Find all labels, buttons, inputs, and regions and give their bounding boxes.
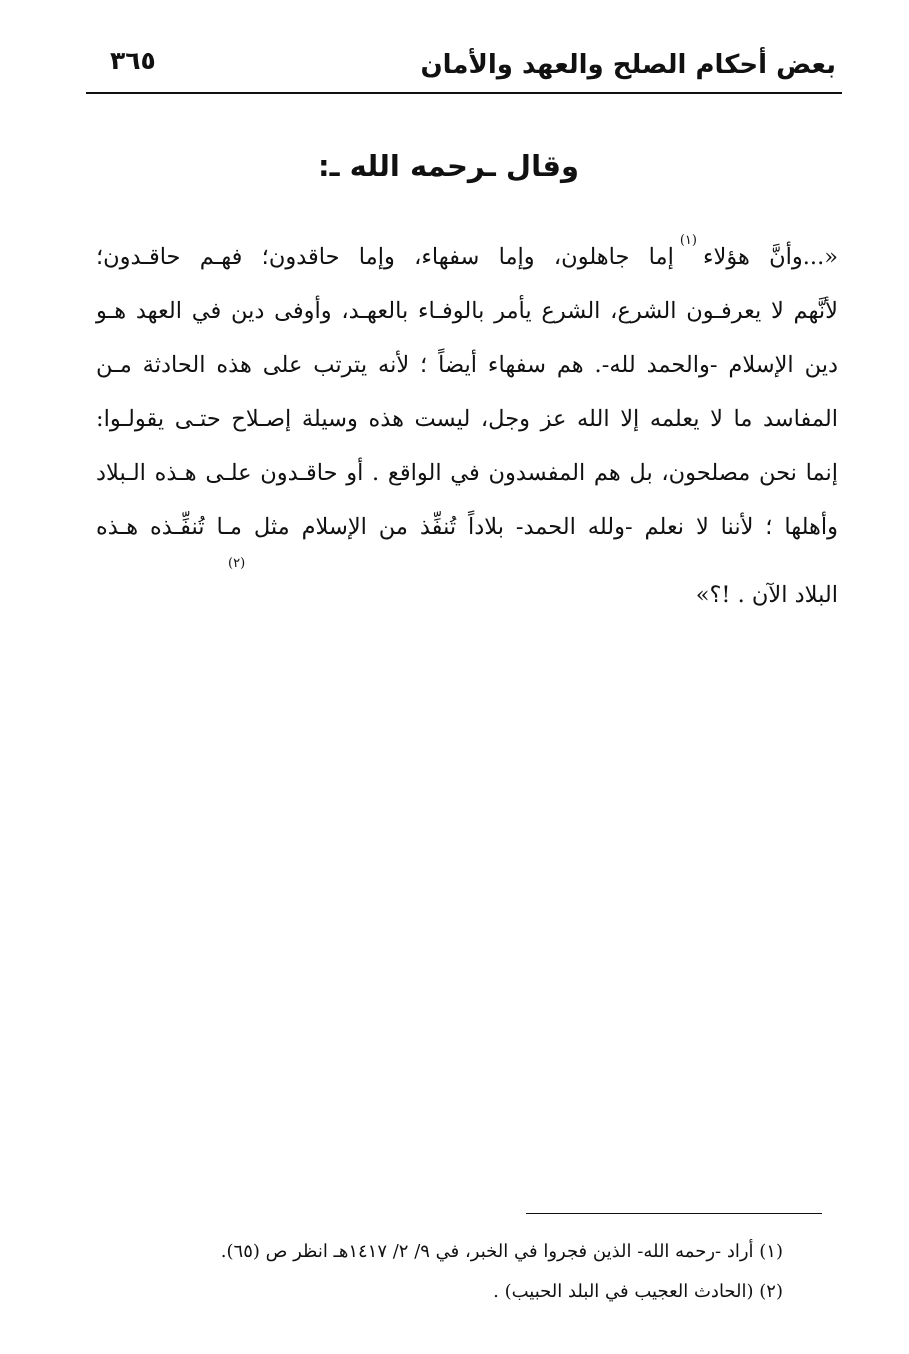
quote-block: [96, 230, 838, 622]
quote-line-4: المفاسد ما لا يعلمه إلا الله عز وجل، ليست هذه وسيلة إصـلاح حتـى يقولـوا:: [96, 406, 838, 432]
footnote-separator: [526, 1213, 822, 1214]
footnote-2: (٢) (الحادث العجيب في البلد الحبيب) .: [493, 1281, 783, 1302]
running-header-title: بعض أحكام الصلح والعهد والأمان: [420, 50, 836, 80]
quote-line-6: وأهلها ؛ لأننا لا نعلم -ولله الحمد- بلاداً تُنفِّذ من الإسلام مثل مـا تُنفِّـذه هـذه: [96, 514, 838, 540]
page-number: ٣٦٥: [110, 46, 156, 75]
footnote-1: (١) أراد -رحمه الله- الذين فجروا في الخبر، في ٩/ ٢/ ١٤١٧هـ انظر ص (٦٥).: [220, 1241, 783, 1262]
footnote-ref-1: (١): [679, 233, 697, 248]
quote-line-1: [96, 230, 838, 284]
quote-line-7: [96, 554, 838, 622]
section-heading: وقال ـرحمه الله ـ:: [318, 149, 579, 183]
quote-line-5: إنما نحن مصلحون، بل هم المفسدون في الواقع . أو حاقـدون علـى هـذه الـبلاد: [96, 460, 838, 486]
running-header: [86, 40, 842, 94]
quote-line-7-text: البلاد الآن . !؟»: [695, 582, 838, 608]
footnote-ref-2: (٢): [228, 556, 246, 571]
quote-line-1-start: «...وأنَّ هؤلاء: [702, 244, 838, 270]
quote-line-1-end: إما جاهلون، وإما سفهاء، وإما حاقدون؛ فهـم حاقـدون؛: [96, 244, 674, 270]
quote-line-3: دين الإسلام -والحمد لله-. هم سفهاء أيضاً ؛ لأنه يترتب على هذه الحادثة مـن: [96, 352, 838, 378]
footnotes: [221, 1232, 783, 1312]
quote-line-2: لأنَّهم لا يعرفـون الشرع، الشرع يأمر بالوفـاء بالعهـد، وأوفى دين في العهد هـو: [96, 298, 838, 324]
